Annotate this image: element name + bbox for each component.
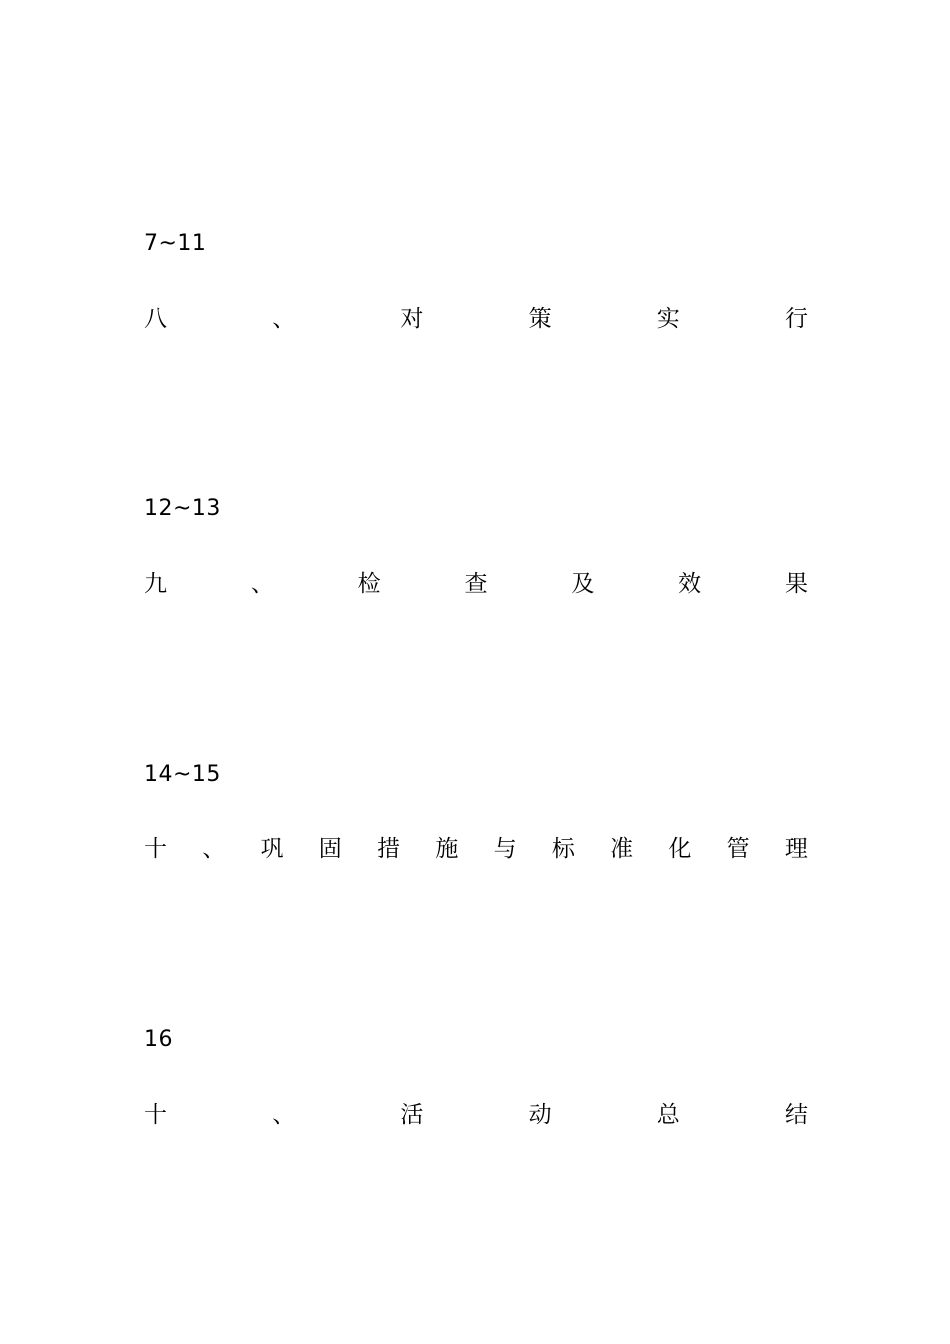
page-range-label: 12~13 <box>144 496 221 521</box>
heading-char: 十 <box>144 836 167 862</box>
section-heading <box>144 834 808 864</box>
heading-char: 检 <box>357 571 381 597</box>
heading-char: 十 <box>144 1102 167 1128</box>
heading-char: 效 <box>678 571 702 597</box>
heading-char: 九 <box>144 571 167 597</box>
page-range-label: 16 <box>144 1027 173 1052</box>
heading-char: 化 <box>668 836 692 862</box>
heading-char: 措 <box>377 836 401 862</box>
heading-char: 八 <box>144 306 167 332</box>
heading-char: 管 <box>726 836 750 862</box>
page-range-label: 14~15 <box>144 762 221 787</box>
heading-char: 策 <box>528 306 552 332</box>
heading-char: 行 <box>784 306 808 332</box>
section-heading <box>144 304 808 334</box>
heading-char: 动 <box>528 1102 552 1128</box>
page-range-label: 7~11 <box>144 231 207 256</box>
heading-char: 标 <box>551 836 575 862</box>
heading-char: 准 <box>610 836 634 862</box>
heading-char: 巩 <box>260 836 284 862</box>
heading-char: 、 <box>250 571 274 597</box>
heading-char: 理 <box>784 836 808 862</box>
heading-char: 实 <box>656 306 680 332</box>
heading-char: 对 <box>400 306 424 332</box>
heading-char: 、 <box>272 1102 296 1128</box>
heading-char: 、 <box>202 836 226 862</box>
heading-char: 、 <box>272 306 296 332</box>
heading-char: 施 <box>435 836 459 862</box>
heading-char: 结 <box>784 1102 808 1128</box>
heading-char: 固 <box>318 836 342 862</box>
heading-char: 总 <box>656 1102 680 1128</box>
heading-char: 查 <box>464 571 488 597</box>
heading-char: 活 <box>400 1102 424 1128</box>
heading-char: 与 <box>493 836 517 862</box>
heading-char: 果 <box>784 571 808 597</box>
heading-char: 及 <box>571 571 595 597</box>
section-heading <box>144 1100 808 1130</box>
section-heading <box>144 569 808 599</box>
